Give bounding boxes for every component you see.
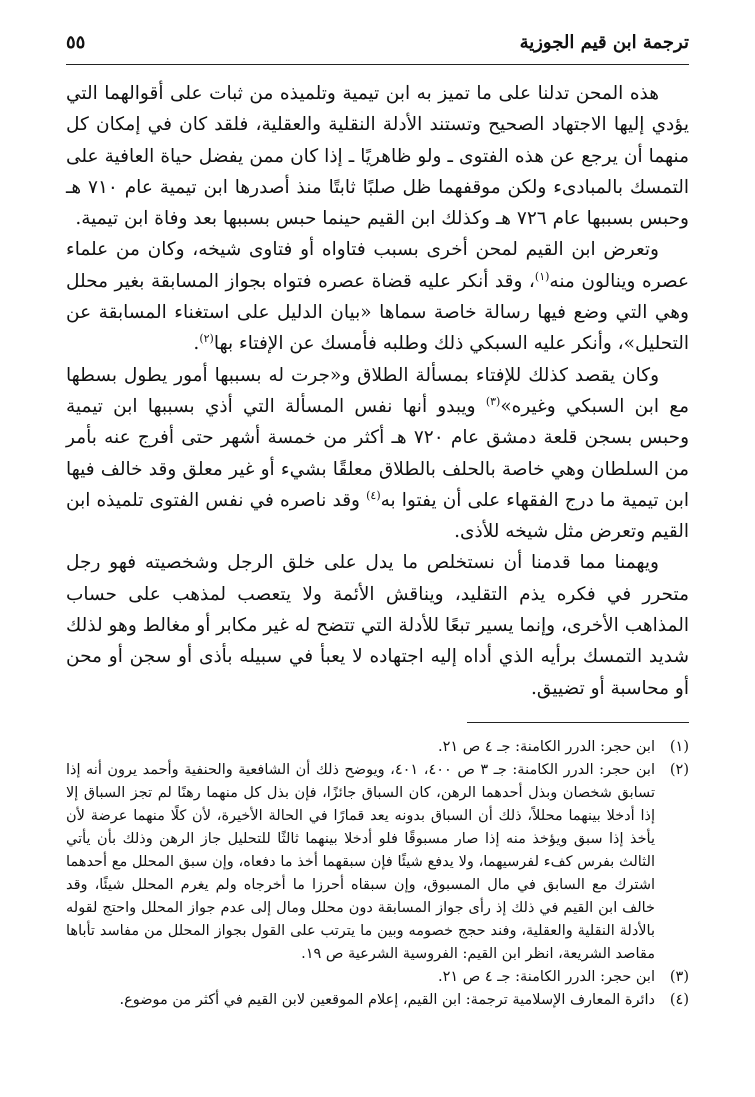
- footnote-item: [66, 759, 689, 966]
- paragraph-3-part-c: وقد ناصره في نفس الفتوى تلميذه ابن القيم وتعرض مثل شيخه للأذى.: [66, 489, 689, 543]
- paragraph-2-part-c: .: [193, 333, 200, 355]
- footnote-text: دائرة المعارف الإسلامية ترجمة: ابن القيم، إعلام الموقعين لابن القيم في أكثر من موضوع.: [119, 992, 655, 1008]
- footnote-text: ابن حجر: الدرر الكامنة: جـ ٤ ص ٢١.: [437, 739, 655, 755]
- footnote-number: (٢): [669, 762, 689, 778]
- footnote-ref-3[interactable]: (٣): [485, 394, 501, 408]
- main-text: [66, 78, 689, 704]
- footnote-ref-4[interactable]: (٤): [366, 488, 381, 502]
- footnote-number: (١): [669, 739, 689, 755]
- footnote-ref-1[interactable]: (١): [534, 269, 550, 283]
- footnote-number: (٣): [669, 969, 689, 985]
- footnote-item: [66, 736, 689, 759]
- running-title: ترجمة ابن قيم الجوزية: [519, 32, 689, 53]
- footnote-text: ابن حجر: الدرر الكامنة: جـ ٣ ص ٤٠٠، ٤٠١، ويوضح ذلك أن الشافعية والحنفية وأحمد يرون أنه إذا تسابق شخصان وبذل أحدهما الرهن، كان السباق جائزًا، فإن بذل كل منهما رهنًا لم تجز السباق إلا إذا أدخلا بينهما محللاً، ذلك أن السباق بدونه يعد قمارًا في الحالة الأخيرة، لأن كلًا منهما عرضة لأن يأخذ إذا سبق ويؤخذ منه إذا صار مسبوقًا فلو أدخلا بينهما ثالثًا للتحليل جاز الرهن وذلك بأن يأتي الثالث بفرس كفء لفرسيهما، ولا يدفع شيئًا فإن سبقهما أخذ ما دفعاه، وإن سبق المحلل مع أحدهما اشترك مع السابق في مال المسبوق، وإن سبقاه أحرزا ما أخرجاه ولم يغرم المحلل شيئًا، وقد خالف ابن القيم في ذلك إذ رأى جواز المسابقة دون محلل ومال إلى عدم جواز المحلل واحتج لقوله بالأدلة النقلية والعقلية، وفند حجج خصومه وبين ما يترتب على القول بجواز المحلل من مفاسد تأباها مقاصد الشريعة، انظر ابن القيم: الفروسية الشرعية ص ١٩.: [66, 762, 655, 962]
- page-number: ٥٥: [66, 32, 86, 53]
- paragraph-3-part-a: وكان يقصد كذلك للإفتاء بمسألة الطلاق و«جرت له بسببها أمور يطول بسطها مع ابن السبكي وغيره»: [66, 364, 689, 417]
- footnote-ref-2[interactable]: (٢): [199, 332, 214, 346]
- footnote-text: ابن حجر: الدرر الكامنة: جـ ٤ ص ٢١.: [437, 969, 655, 985]
- paragraph-2-part-b: ، وقد أنكر عليه قضاة عصره فتواه بجواز المسابقة بغير محلل وهي التي وضع فيها رسالة خاصة سماها «بيان الدليل على استغناء المسابقة عن التحليل»، وأنكر عليه السبكي ذلك وطلبه فأمسك عن الإفتاء بها: [66, 270, 689, 355]
- paragraph-2: [66, 234, 689, 359]
- paragraph-2-part-a: وتعرض ابن القيم لمحن أخرى بسبب فتاواه أو فتاوى شيخه، وكان من علماء عصره وينالون منه: [66, 239, 689, 292]
- footnote-item: [66, 966, 689, 989]
- paragraph-4: ويهمنا مما قدمنا أن نستخلص ما يدل على خلق الرجل وشخصيته فهو رجل متحرر في فكره يذم التقليد، ويناقش الأئمة ولا يتعصب لمذهب على حساب المذاهب الأخرى، وإنما يسير تبعًا للأدلة التي تتضح له غير مكابر أو مغالط وهو لذلك شديد التمسك برأيه الذي أداه إليه اجتهاده لا يعبأ في سبيله بأذى أو سجن أو محن أو محاسبة أو تضييق.: [66, 552, 689, 699]
- paragraph-3: [66, 360, 689, 548]
- paragraph-1: هذه المحن تدلنا على ما تميز به ابن تيمية وتلميذه من ثبات على أقوالهما التي يؤدي إليها الاجتهاد الصحيح وتستند الأدلة النقلية والعقلية، فلقد كان في إمكان كل منهما أن يرجع عن هذه الفتوى ـ ولو ظاهريًا ـ إذا كان ممن يفضل حياة العافية على التمسك بالمبادىء ولكن موقفهما ظل صلبًا ثابتًا منذ أصدرها ابن تيمية عام ٧١٠ هـ وحبس بسببها عام ٧٢٦ هـ وكذلك ابن القيم حينما حبس بسببها بعد وفاة ابن تيمية.: [66, 83, 689, 230]
- paragraph-3-part-b: ويبدو أنها نفس المسألة التي أذي بسببها ابن تيمية وحبس بسجن قلعة دمشق عام ٧٢٠ هـ أكثر من خمسة أشهر حتى أفرج عنه بأمر من السلطان وهي خاصة بالحلف بالطلاق معلقًا بشيء أو غير معلق وقد خالف فيها ابن تيمية ما درج الفقهاء على أن يفتوا به: [66, 395, 689, 511]
- footnote-separator: [467, 722, 689, 723]
- page-header: [66, 30, 689, 65]
- footnote-number: (٤): [669, 992, 689, 1008]
- footnotes: [66, 736, 689, 1012]
- footnote-item: [66, 989, 689, 1012]
